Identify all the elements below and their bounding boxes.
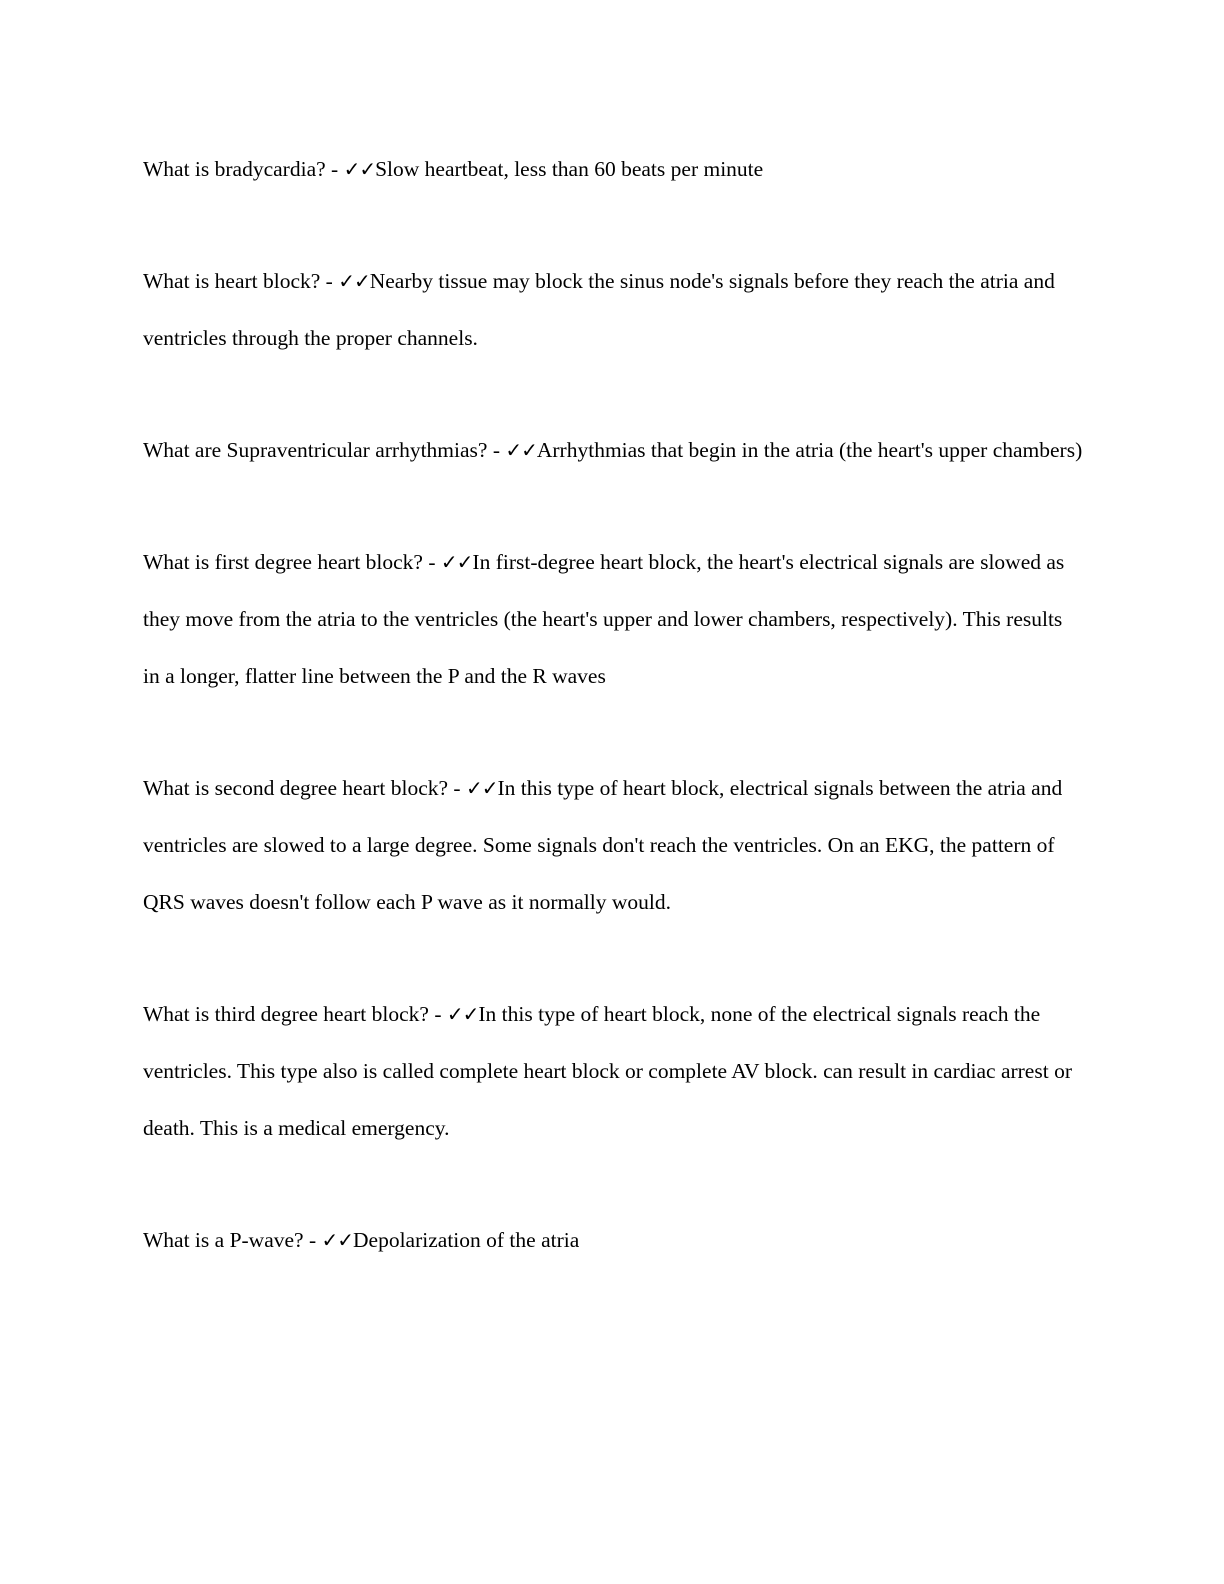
answer-text: In first-degree heart block, the heart's electrical signals are slowed as they move from the atria to the ventricles (the heart's upper and lower chambers, respectively). This results in a longer, flatter line between the P and the R waves (143, 550, 1065, 688)
question-text: What is first degree heart block? - (143, 550, 441, 574)
question-text: What is heart block? - (143, 269, 339, 293)
qa-item-bradycardia (143, 141, 1083, 198)
double-check-icon: ✓✓ (440, 550, 473, 574)
double-check-icon: ✓✓ (465, 776, 498, 800)
question-text: What is bradycardia? - (143, 157, 344, 181)
qa-list (143, 141, 1083, 1269)
question-text: What is third degree heart block? - (143, 1002, 447, 1026)
double-check-icon: ✓✓ (343, 157, 376, 181)
qa-item-p-wave (143, 1212, 1083, 1269)
qa-item-supraventricular (143, 422, 1083, 479)
qa-item-first-degree (143, 534, 1083, 705)
answer-text: In this type of heart block, electrical signals between the atria and ventricles are slowed to a large degree. Some signals don't reach the ventricles. On an EKG, the pattern of QRS waves doesn't follow each P wave as it normally would. (143, 776, 1063, 914)
answer-text: In this type of heart block, none of the electrical signals reach the ventricles. This type also is called complete heart block or complete AV block. can result in cardiac arrest or death. This is a medical emergency. (143, 1002, 1072, 1140)
question-text: What is second degree heart block? - (143, 776, 466, 800)
double-check-icon: ✓✓ (446, 1002, 479, 1026)
question-text: What is a P-wave? - (143, 1228, 322, 1252)
double-check-icon: ✓✓ (505, 438, 537, 462)
double-check-icon: ✓✓ (321, 1228, 354, 1252)
answer-text: Depolarization of the atria (353, 1228, 580, 1252)
question-text: What are Supraventricular arrhythmias? - (143, 438, 506, 462)
answer-text: Arrhythmias that begin in the atria (the heart's upper chambers) (536, 438, 1083, 462)
qa-item-second-degree (143, 760, 1083, 931)
qa-item-heart-block (143, 253, 1083, 367)
answer-text: Slow heartbeat, less than 60 beats per minute (375, 157, 764, 181)
qa-item-third-degree (143, 986, 1083, 1157)
answer-text: Nearby tissue may block the sinus node's signals before they reach the atria and ventricles through the proper channels. (143, 269, 1055, 350)
double-check-icon: ✓✓ (338, 269, 370, 293)
